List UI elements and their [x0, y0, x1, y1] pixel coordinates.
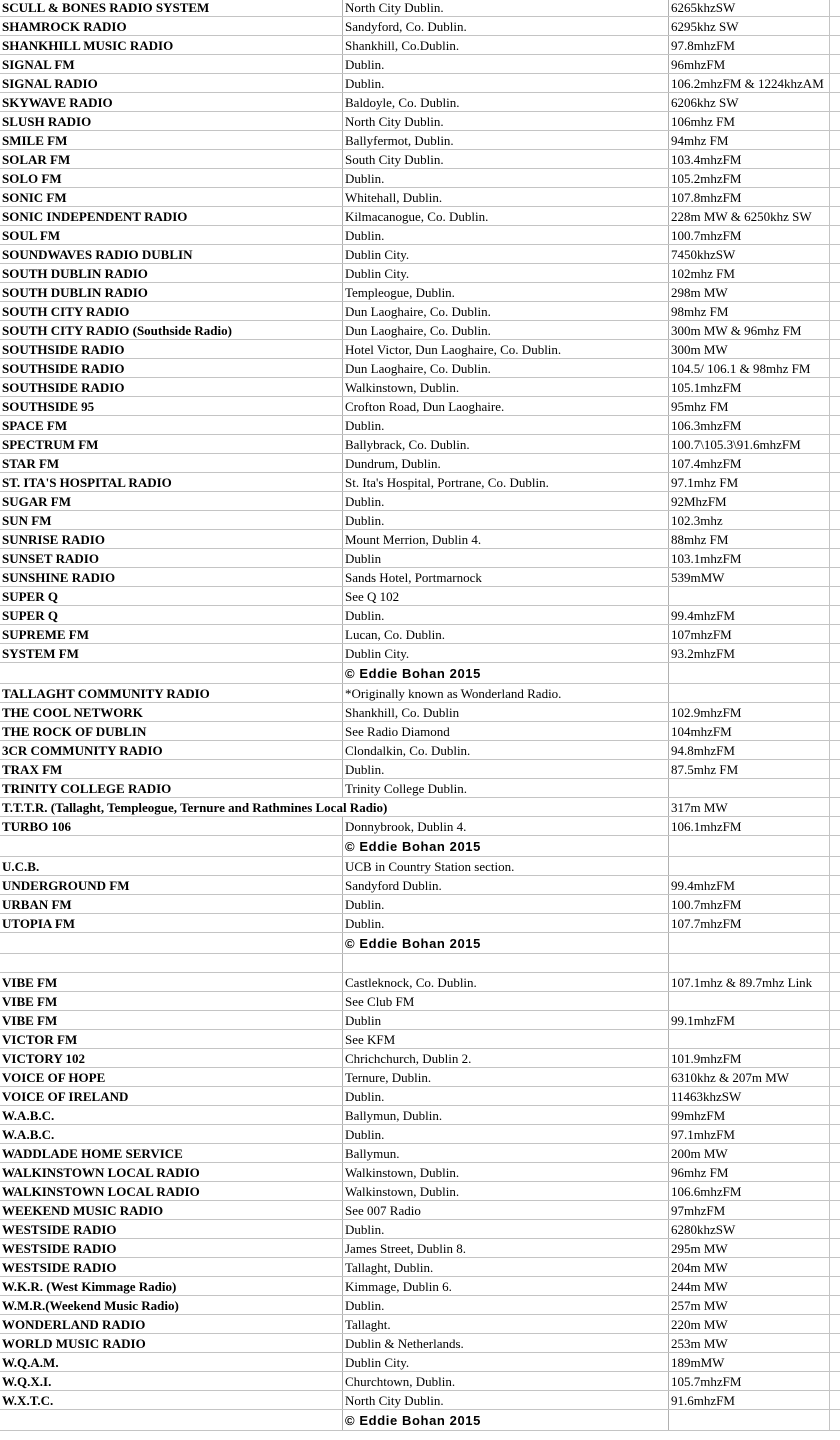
station-frequency: 539mMW — [668, 568, 830, 586]
station-location: Templeogue, Dublin. — [342, 283, 668, 301]
station-location: Dublin. — [342, 1220, 668, 1238]
station-name: VIBE FM — [2, 975, 58, 990]
station-frequency: 96mhzFM — [668, 55, 830, 73]
table-row — [0, 549, 840, 568]
table-row — [0, 245, 840, 264]
station-frequency: 253m MW — [668, 1334, 830, 1352]
station-frequency: 99.4mhzFM — [668, 606, 830, 624]
empty-cell — [668, 1410, 830, 1430]
table-row — [0, 74, 840, 93]
table-row — [0, 779, 840, 798]
station-frequency: 300m MW — [668, 340, 830, 358]
station-location: Dublin City. — [342, 644, 668, 662]
station-name: UNDERGROUND FM — [2, 878, 130, 893]
station-name: WESTSIDE RADIO — [2, 1241, 117, 1256]
table-row — [0, 1011, 840, 1030]
table-row — [0, 1296, 840, 1315]
copyright-text: © Eddie Bohan 2015 — [342, 1410, 668, 1430]
station-name: SUGAR FM — [2, 494, 71, 509]
station-frequency: 100.7mhzFM — [668, 895, 830, 913]
station-frequency: 106.2mhzFM & 1224khzAM — [668, 74, 830, 92]
station-location: See Q 102 — [342, 587, 668, 605]
station-name: SUNSET RADIO — [2, 551, 99, 566]
station-name: SKYWAVE RADIO — [2, 95, 113, 110]
table-row — [0, 378, 840, 397]
station-frequency — [668, 587, 830, 605]
station-frequency — [668, 992, 830, 1010]
table-row — [0, 722, 840, 741]
empty-cell — [342, 954, 668, 972]
station-name: SONIC FM — [2, 190, 67, 205]
station-frequency: 6265khzSW — [668, 0, 830, 16]
station-name: WESTSIDE RADIO — [2, 1222, 117, 1237]
station-frequency: 106mhz FM — [668, 112, 830, 130]
table-row — [0, 587, 840, 606]
empty-cell — [0, 663, 342, 683]
table-row — [0, 1258, 840, 1277]
station-location: Ballymun, Dublin. — [342, 1106, 668, 1124]
station-frequency: 11463khzSW — [668, 1087, 830, 1105]
table-row — [0, 973, 840, 992]
table-row — [0, 359, 840, 378]
station-location: Dublin. — [342, 55, 668, 73]
station-name: SIGNAL RADIO — [2, 76, 98, 91]
station-location: North City Dublin. — [342, 0, 668, 16]
station-frequency: 300m MW & 96mhz FM — [668, 321, 830, 339]
station-name: SOUTH DUBLIN RADIO — [2, 266, 148, 281]
station-frequency: 295m MW — [668, 1239, 830, 1257]
table-row — [0, 895, 840, 914]
empty-cell — [0, 933, 342, 953]
station-name: SONIC INDEPENDENT RADIO — [2, 209, 188, 224]
station-name: WEEKEND MUSIC RADIO — [2, 1203, 164, 1218]
station-name: W.K.R. (West Kimmage Radio) — [2, 1279, 177, 1294]
station-frequency: 98mhz FM — [668, 302, 830, 320]
station-location: Dublin — [342, 1011, 668, 1029]
station-name: W.X.T.C. — [2, 1393, 54, 1408]
station-name: SUNRISE RADIO — [2, 532, 105, 547]
table-row — [0, 1201, 840, 1220]
table-row — [0, 684, 840, 703]
table-row — [0, 1334, 840, 1353]
station-name: VIBE FM — [2, 994, 58, 1009]
station-location: Dublin. — [342, 226, 668, 244]
station-frequency: 105.2mhzFM — [668, 169, 830, 187]
station-name: SHANKHILL MUSIC RADIO — [2, 38, 174, 53]
station-frequency: 92MhzFM — [668, 492, 830, 510]
copyright-row — [0, 663, 840, 684]
station-frequency — [668, 779, 830, 797]
station-location: Sands Hotel, Portmarnock — [342, 568, 668, 586]
table-row — [0, 1087, 840, 1106]
table-row — [0, 1106, 840, 1125]
table-row — [0, 226, 840, 245]
station-name: TURBO 106 — [2, 819, 71, 834]
station-location: Dun Laoghaire, Co. Dublin. — [342, 359, 668, 377]
station-frequency: 298m MW — [668, 283, 830, 301]
station-name: U.C.B. — [2, 859, 40, 874]
station-frequency: 107.8mhzFM — [668, 188, 830, 206]
station-frequency — [668, 684, 830, 702]
station-location: Castleknock, Co. Dublin. — [342, 973, 668, 991]
station-frequency: 97.8mhzFM — [668, 36, 830, 54]
station-location: Ballyfermot, Dublin. — [342, 131, 668, 149]
station-location: Dundrum, Dublin. — [342, 454, 668, 472]
station-frequency: 105.1mhzFM — [668, 378, 830, 396]
station-name: W.Q.A.M. — [2, 1355, 59, 1370]
station-location: See 007 Radio — [342, 1201, 668, 1219]
station-location: Donnybrook, Dublin 4. — [342, 817, 668, 835]
table-row — [0, 188, 840, 207]
table-row — [0, 36, 840, 55]
station-location: Dublin. — [342, 1087, 668, 1105]
station-name: SOUL FM — [2, 228, 61, 243]
empty-cell — [0, 954, 342, 972]
copyright-row — [0, 836, 840, 857]
station-frequency: 102.9mhzFM — [668, 703, 830, 721]
empty-cell — [668, 836, 830, 856]
station-frequency: 228m MW & 6250khz SW — [668, 207, 830, 225]
station-name: W.A.B.C. — [2, 1127, 55, 1142]
station-frequency: 94mhz FM — [668, 131, 830, 149]
table-row — [0, 93, 840, 112]
station-location: Dublin. — [342, 416, 668, 434]
station-frequency: 104.5/ 106.1 & 98mhz FM — [668, 359, 830, 377]
station-location: Dublin City. — [342, 1353, 668, 1371]
station-location: See KFM — [342, 1030, 668, 1048]
station-name: STAR FM — [2, 456, 60, 471]
station-frequency: 101.9mhzFM — [668, 1049, 830, 1067]
table-row — [0, 1163, 840, 1182]
station-name: TALLAGHT COMMUNITY RADIO — [2, 686, 210, 701]
station-name: W.M.R.(Weekend Music Radio) — [2, 1298, 179, 1313]
station-name: WADDLADE HOME SERVICE — [2, 1146, 183, 1161]
station-location: See Radio Diamond — [342, 722, 668, 740]
station-frequency: 6206khz SW — [668, 93, 830, 111]
table-row — [0, 817, 840, 836]
table-row — [0, 17, 840, 36]
station-frequency: 200m MW — [668, 1144, 830, 1162]
station-frequency: 244m MW — [668, 1277, 830, 1295]
station-frequency: 102.3mhz — [668, 511, 830, 529]
station-name: SOUTHSIDE RADIO — [2, 342, 125, 357]
table-row — [0, 131, 840, 150]
table-row — [0, 857, 840, 876]
station-location: Mount Merrion, Dublin 4. — [342, 530, 668, 548]
station-frequency: 88mhz FM — [668, 530, 830, 548]
table-row — [0, 0, 840, 17]
table-row — [0, 798, 840, 817]
table-row — [0, 454, 840, 473]
table-row — [0, 1315, 840, 1334]
station-frequency: 6280khzSW — [668, 1220, 830, 1238]
station-name: SOUNDWAVES RADIO DUBLIN — [2, 247, 193, 262]
station-frequency: 99.1mhzFM — [668, 1011, 830, 1029]
station-location: Chrichchurch, Dublin 2. — [342, 1049, 668, 1067]
station-name: SHAMROCK RADIO — [2, 19, 127, 34]
station-location: Kimmage, Dublin 6. — [342, 1277, 668, 1295]
copyright-text: © Eddie Bohan 2015 — [342, 836, 668, 856]
station-location: Ternure, Dublin. — [342, 1068, 668, 1086]
station-name: SPACE FM — [2, 418, 68, 433]
station-location: Tallaght, Dublin. — [342, 1258, 668, 1276]
table-row — [0, 1144, 840, 1163]
station-location: Tallaght. — [342, 1315, 668, 1333]
table-row — [0, 55, 840, 74]
station-name: SOUTH DUBLIN RADIO — [2, 285, 148, 300]
station-location: Whitehall, Dublin. — [342, 188, 668, 206]
station-frequency: 6295khz SW — [668, 17, 830, 35]
station-frequency: 100.7mhzFM — [668, 226, 830, 244]
station-frequency: 87.5mhz FM — [668, 760, 830, 778]
station-name: WALKINSTOWN LOCAL RADIO — [2, 1184, 200, 1199]
station-name: WESTSIDE RADIO — [2, 1260, 117, 1275]
station-name: SUNSHINE RADIO — [2, 570, 116, 585]
table-row — [0, 416, 840, 435]
station-location: St. Ita's Hospital, Portrane, Co. Dublin. — [342, 473, 668, 491]
station-location: Sandyford, Co. Dublin. — [342, 17, 668, 35]
station-name: WONDERLAND RADIO — [2, 1317, 146, 1332]
station-frequency: 93.2mhzFM — [668, 644, 830, 662]
station-name: WORLD MUSIC RADIO — [2, 1336, 146, 1351]
copyright-text: © Eddie Bohan 2015 — [342, 663, 668, 683]
station-name: T.T.T.R. (Tallaght, Templeogue, Ternure and Rathmines Local Radio) — [2, 800, 388, 815]
table-row — [0, 473, 840, 492]
station-frequency: 91.6mhzFM — [668, 1391, 830, 1409]
table-row — [0, 1372, 840, 1391]
table-row — [0, 1391, 840, 1410]
station-name: SLUSH RADIO — [2, 114, 92, 129]
table-row — [0, 207, 840, 226]
station-frequency: 97.1mhzFM — [668, 1125, 830, 1143]
table-row — [0, 625, 840, 644]
station-frequency: 6310khz & 207m MW — [668, 1068, 830, 1086]
station-name: SOUTH CITY RADIO (Southside Radio) — [2, 323, 232, 338]
station-location: Ballybrack, Co. Dublin. — [342, 435, 668, 453]
station-location: Churchtown, Dublin. — [342, 1372, 668, 1390]
copyright-row — [0, 933, 840, 954]
station-frequency: 107mhzFM — [668, 625, 830, 643]
station-location: Sandyford Dublin. — [342, 876, 668, 894]
station-location: Dun Laoghaire, Co. Dublin. — [342, 321, 668, 339]
station-name: 3CR COMMUNITY RADIO — [2, 743, 163, 758]
station-frequency: 189mMW — [668, 1353, 830, 1371]
station-name: THE ROCK OF DUBLIN — [2, 724, 147, 739]
copyright-row — [0, 1410, 840, 1431]
station-location: Dublin. — [342, 760, 668, 778]
station-name: VIBE FM — [2, 1013, 58, 1028]
station-frequency: 107.7mhzFM — [668, 914, 830, 932]
table-row — [0, 492, 840, 511]
station-location: South City Dublin. — [342, 150, 668, 168]
station-frequency: 103.4mhzFM — [668, 150, 830, 168]
station-location: Walkinstown, Dublin. — [342, 1182, 668, 1200]
station-location: Dublin. — [342, 914, 668, 932]
station-name: SOUTH CITY RADIO — [2, 304, 130, 319]
copyright-text: © Eddie Bohan 2015 — [342, 933, 668, 953]
station-location: Baldoyle, Co. Dublin. — [342, 93, 668, 111]
station-location: Lucan, Co. Dublin. — [342, 625, 668, 643]
station-location: Dublin. — [342, 169, 668, 187]
station-frequency: 107.1mhz & 89.7mhz Link — [668, 973, 830, 991]
station-name: SMILE FM — [2, 133, 68, 148]
station-name: VICTOR FM — [2, 1032, 78, 1047]
station-name: VOICE OF HOPE — [2, 1070, 106, 1085]
table-row — [0, 1049, 840, 1068]
station-frequency: 95mhz FM — [668, 397, 830, 415]
station-location: Kilmacanogue, Co. Dublin. — [342, 207, 668, 225]
blank-row — [0, 954, 840, 973]
table-row — [0, 283, 840, 302]
station-frequency: 204m MW — [668, 1258, 830, 1276]
table-row — [0, 914, 840, 933]
station-location: Dublin. — [342, 606, 668, 624]
station-frequency: 100.7\105.3\91.6mhzFM — [668, 435, 830, 453]
station-name: TRAX FM — [2, 762, 63, 777]
station-frequency: 104mhzFM — [668, 722, 830, 740]
table-row — [0, 435, 840, 454]
empty-cell — [668, 954, 830, 972]
station-location: North City Dublin. — [342, 112, 668, 130]
station-location: Dublin. — [342, 1296, 668, 1314]
table-row — [0, 112, 840, 131]
station-frequency: 106.6mhzFM — [668, 1182, 830, 1200]
station-name: URBAN FM — [2, 897, 72, 912]
table-row — [0, 530, 840, 549]
station-frequency: 107.4mhzFM — [668, 454, 830, 472]
station-name: VICTORY 102 — [2, 1051, 85, 1066]
table-row — [0, 1182, 840, 1201]
table-row — [0, 644, 840, 663]
station-location: Dublin. — [342, 895, 668, 913]
station-frequency: 7450khzSW — [668, 245, 830, 263]
station-frequency: 106.1mhzFM — [668, 817, 830, 835]
table-row — [0, 741, 840, 760]
station-location: Shankhill, Co. Dublin — [342, 703, 668, 721]
table-row — [0, 876, 840, 895]
station-frequency: 317m MW — [668, 798, 830, 816]
station-name: SUPREME FM — [2, 627, 90, 642]
station-location: Shankhill, Co.Dublin. — [342, 36, 668, 54]
station-location: *Originally known as Wonderland Radio. — [342, 684, 668, 702]
table-row — [0, 302, 840, 321]
empty-cell — [668, 663, 830, 683]
table-row — [0, 1277, 840, 1296]
table-row — [0, 760, 840, 779]
station-location: Crofton Road, Dun Laoghaire. — [342, 397, 668, 415]
station-name: SOUTHSIDE 95 — [2, 399, 95, 414]
station-frequency: 106.3mhzFM — [668, 416, 830, 434]
station-location: Dublin City. — [342, 245, 668, 263]
station-frequency: 97mhzFM — [668, 1201, 830, 1219]
station-name: SCULL & BONES RADIO SYSTEM — [2, 0, 210, 15]
table-row — [0, 397, 840, 416]
station-name: SUPER Q — [2, 608, 58, 623]
station-location: Dublin. — [342, 511, 668, 529]
table-row — [0, 321, 840, 340]
table-row — [0, 1030, 840, 1049]
station-location: Clondalkin, Co. Dublin. — [342, 741, 668, 759]
station-frequency: 99mhzFM — [668, 1106, 830, 1124]
station-name: SIGNAL FM — [2, 57, 75, 72]
station-location: Walkinstown, Dublin. — [342, 378, 668, 396]
station-name: ST. ITA'S HOSPITAL RADIO — [2, 475, 172, 490]
station-name: THE COOL NETWORK — [2, 705, 143, 720]
station-name: SUN FM — [2, 513, 52, 528]
station-name: SUPER Q — [2, 589, 58, 604]
station-name: SPECTRUM FM — [2, 437, 99, 452]
station-frequency: 97.1mhz FM — [668, 473, 830, 491]
station-name: TRINITY COLLEGE RADIO — [2, 781, 172, 796]
station-name: SYSTEM FM — [2, 646, 79, 661]
table-row — [0, 703, 840, 722]
table-row — [0, 264, 840, 283]
station-location: Hotel Victor, Dun Laoghaire, Co. Dublin. — [342, 340, 668, 358]
table-row — [0, 568, 840, 587]
empty-cell — [0, 836, 342, 856]
station-frequency — [668, 857, 830, 875]
station-frequency: 94.8mhzFM — [668, 741, 830, 759]
table-row — [0, 169, 840, 188]
station-name: SOLO FM — [2, 171, 62, 186]
station-frequency: 257m MW — [668, 1296, 830, 1314]
empty-cell — [0, 1410, 342, 1430]
table-row — [0, 1068, 840, 1087]
station-frequency: 99.4mhzFM — [668, 876, 830, 894]
empty-cell — [668, 933, 830, 953]
station-location: James Street, Dublin 8. — [342, 1239, 668, 1257]
station-name: SOUTHSIDE RADIO — [2, 380, 125, 395]
table-row — [0, 511, 840, 530]
station-location: See Club FM — [342, 992, 668, 1010]
station-location: North City Dublin. — [342, 1391, 668, 1409]
station-name: SOLAR FM — [2, 152, 71, 167]
station-location: Dublin — [342, 549, 668, 567]
table-row — [0, 992, 840, 1011]
station-frequency: 103.1mhzFM — [668, 549, 830, 567]
station-location: UCB in Country Station section. — [342, 857, 668, 875]
station-name: UTOPIA FM — [2, 916, 76, 931]
station-location: Dun Laoghaire, Co. Dublin. — [342, 302, 668, 320]
table-row — [0, 340, 840, 359]
station-frequency: 220m MW — [668, 1315, 830, 1333]
station-location: Dublin. — [342, 74, 668, 92]
station-location: Dublin City. — [342, 264, 668, 282]
station-frequency: 105.7mhzFM — [668, 1372, 830, 1390]
station-name: W.Q.X.I. — [2, 1374, 52, 1389]
station-location: Walkinstown, Dublin. — [342, 1163, 668, 1181]
station-frequency — [668, 1030, 830, 1048]
table-row — [0, 1239, 840, 1258]
station-name: VOICE OF IRELAND — [2, 1089, 129, 1104]
table-row — [0, 150, 840, 169]
station-frequency: 102mhz FM — [668, 264, 830, 282]
table-row — [0, 1220, 840, 1239]
table-row — [0, 1125, 840, 1144]
table-row — [0, 1353, 840, 1372]
station-frequency: 96mhz FM — [668, 1163, 830, 1181]
station-location: Ballymun. — [342, 1144, 668, 1162]
station-name: WALKINSTOWN LOCAL RADIO — [2, 1165, 200, 1180]
station-location: Dublin. — [342, 1125, 668, 1143]
station-location: Dublin & Netherlands. — [342, 1334, 668, 1352]
station-location: Dublin. — [342, 492, 668, 510]
station-name: W.A.B.C. — [2, 1108, 55, 1123]
station-location: Trinity College Dublin. — [342, 779, 668, 797]
station-name: SOUTHSIDE RADIO — [2, 361, 125, 376]
table-row — [0, 606, 840, 625]
